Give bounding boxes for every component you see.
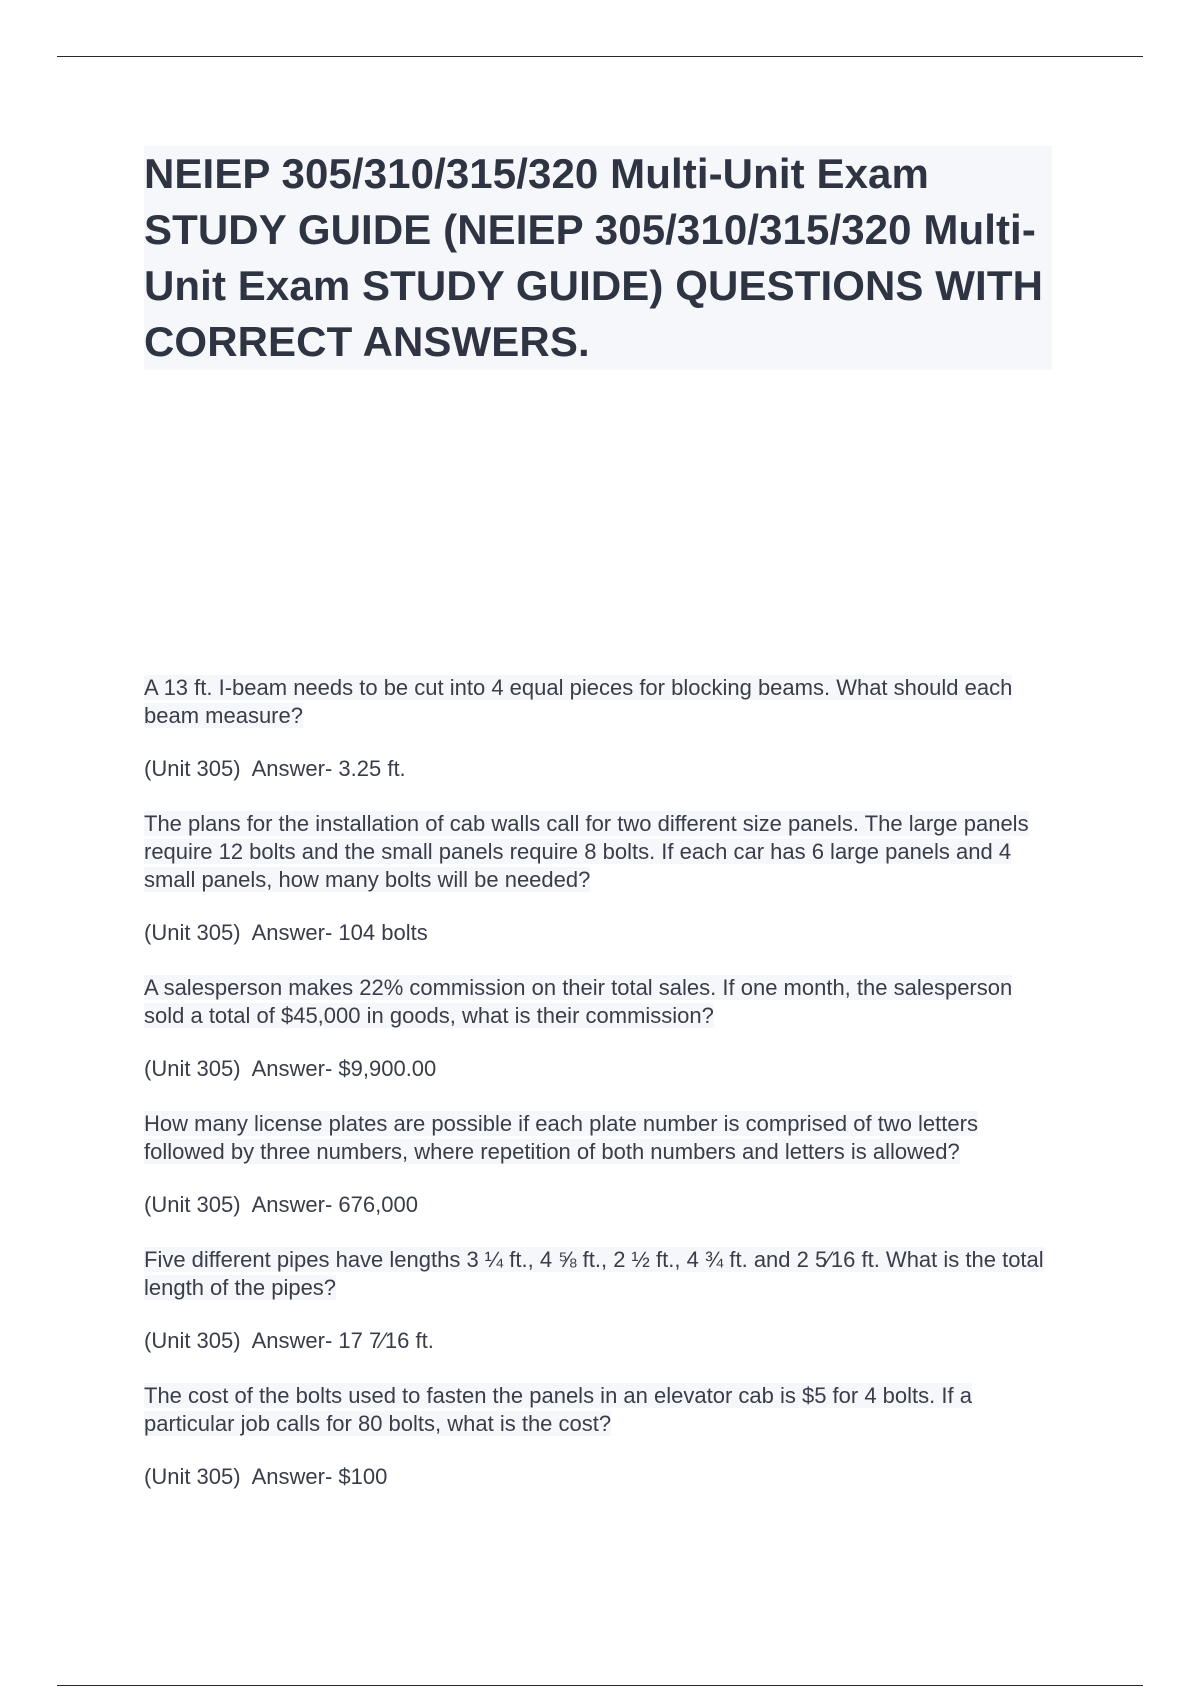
qa-item	[144, 1246, 1052, 1355]
qa-item	[144, 1110, 1052, 1219]
question-text: A 13 ft. I-beam needs to be cut into 4 equal pieces for blocking beams. What should each beam measure?	[144, 675, 1013, 728]
question-text: How many license plates are possible if each plate number is comprised of two letters followed by three numbers, where repetition of both numbers and letters is allowed?	[144, 1111, 978, 1164]
qa-item	[144, 810, 1052, 947]
qa-item	[144, 1382, 1052, 1491]
answer-text: (Unit 305) Answer- $100	[144, 1464, 388, 1489]
qa-item	[144, 674, 1052, 783]
question-text: A salesperson makes 22% commission on their total sales. If one month, the salesperson sold a total of $45,000 in goods, what is their commission?	[144, 975, 1013, 1028]
question-text: The cost of the bolts used to fasten the panels in an elevator cab is $5 for 4 bolts. If a particular job calls for 80 bolts, what is the cost?	[144, 1383, 972, 1436]
answer-text: (Unit 305) Answer- 3.25 ft.	[144, 756, 406, 781]
top-rule	[57, 56, 1143, 57]
qa-list	[144, 674, 1052, 1518]
answer-text: (Unit 305) Answer- 676,000	[144, 1192, 418, 1217]
title-block	[144, 146, 1052, 370]
question-text: Five different pipes have lengths 3 ¼ ft., 4 ⅝ ft., 2 ½ ft., 4 ¾ ft. and 2 5⁄16 ft. What is the total length of the pipes?	[144, 1247, 1044, 1300]
answer-text: (Unit 305) Answer- $9,900.00	[144, 1056, 437, 1081]
document-title: NEIEP 305/310/315/320 Multi-Unit Exam STUDY GUIDE (NEIEP 305/310/315/320 Multi-Unit Exam STUDY GUIDE) QUESTIONS WITH CORRECT ANSWERS.	[144, 150, 1044, 365]
answer-text: (Unit 305) Answer- 17 7⁄16 ft.	[144, 1328, 434, 1353]
answer-text: (Unit 305) Answer- 104 bolts	[144, 920, 428, 945]
qa-item	[144, 974, 1052, 1083]
bottom-rule	[57, 1685, 1143, 1686]
question-text: The plans for the installation of cab walls call for two different size panels. The large panels require 12 bolts and the small panels require 8 bolts. If each car has 6 large panels and 4 small panels, how many bolts will be needed?	[144, 811, 1029, 892]
